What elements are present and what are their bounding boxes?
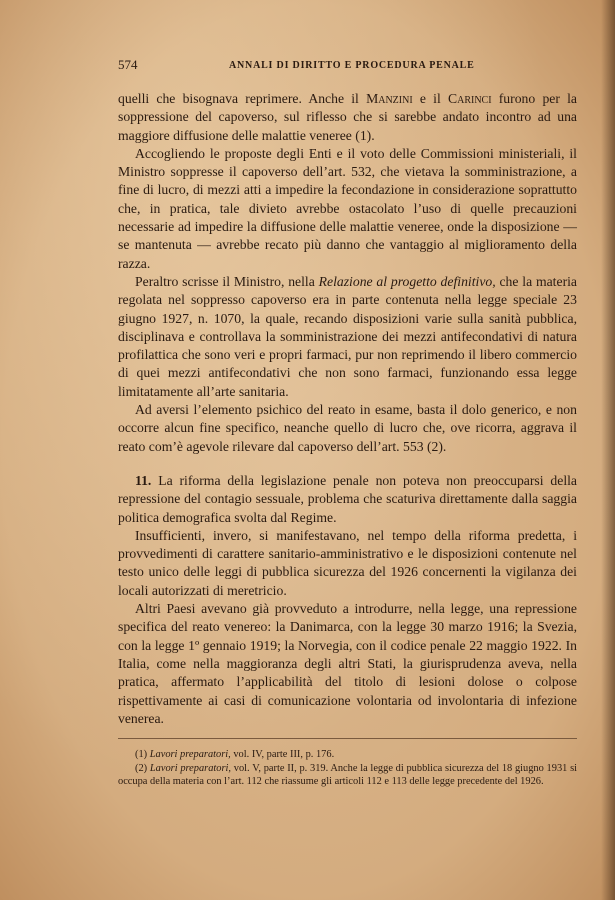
page-number: 574 bbox=[118, 57, 138, 72]
footnotes bbox=[118, 748, 577, 789]
running-header bbox=[118, 57, 600, 77]
paragraph-6: Insufficienti, invero, si manifestavano, nel tempo della riforma predetta, i provvedimenti di carattere sanitario-amministrativo e le disposizioni contenute nel testo unico delle leggi di pubblica sicurezza del 1926 concernenti la vigilanza dei locali autorizzati di meretricio. bbox=[118, 527, 577, 598]
page-edge-shadow bbox=[601, 0, 615, 900]
running-title: ANNALI DI DIRITTO E PROCEDURA PENALE bbox=[229, 60, 475, 71]
section-number: 11. bbox=[135, 472, 152, 488]
section-gap bbox=[118, 456, 577, 472]
paragraph-7: Altri Paesi avevano già provveduto a introdurre, nella legge, una repressione specifica del reato venereo: la Danimarca, con la legge 30 marzo 1916; la Svezia, con la legge 1º gennaio 1919; la Norvegia, con il codice penale 22 maggio 1922. In Italia, come nella maggioranza degli altri Stati, la giurisprudenza aveva, nella pratica, affermato l’applicabilità del titolo di lesioni dolose o colpose rispettivamente ai casi di comunicazione volontaria od involontaria di infezione venerea. bbox=[118, 601, 577, 726]
paragraph-4: Ad aversi l’elemento psichico del reato in esame, basta il dolo generico, e non occorre alcun fine specifico, neanche quello di lucro che, ove ricorra, aggrava il reato com’è agevole rilevare dal capoverso dell’art. 553 (2). bbox=[118, 402, 577, 454]
author-name-manzini: Manzini bbox=[366, 91, 413, 106]
footnote-1: (1) Lavori preparatori, vol. IV, parte III, p. 176. bbox=[135, 749, 335, 760]
paragraph-5: 11. La riforma della legislazione penale non poteva non preoccuparsi della repressione del contagio sessuale, problema che scaturiva direttamente dalla saggia politica demografica svolta dal Regime. bbox=[118, 472, 578, 525]
paragraph-3: Peraltro scrisse il Ministro, nella Relazione al progetto definitivo, che la materia regolata nel soppresso capoverso era in parte contenuta nella legge speciale 23 giugno 1927, n. 1070, la quale, recando disposizioni varie sulla sanità pubblica, disciplinava e controllava la somministrazione dei mezzi antifecondativi di natura profilattica che sono veri e propri farmaci, pur non reprimendo il libero commercio di quei mezzi antifecondativi che non sono farmaci, funzionando essa legge limitatamente all’arte sanitaria. bbox=[118, 273, 578, 399]
italic-title: Relazione al progetto definitivo, bbox=[318, 273, 496, 289]
footnote-divider bbox=[118, 738, 577, 739]
paragraph-1: quelli che bisognava reprimere. Anche il Manzini e il Carinci furono per la soppressione del capoverso, sul riflesso che si sarebbe andato incontro ad una maggiore diffusione delle malattie veneree (1). bbox=[118, 91, 577, 143]
footnote-2: (2) Lavori preparatori, vol. V, parte II, p. 319. Anche la legge di pubblica sicurezza del 18 giugno 1931 si occupa della materia con l’art. 112 che riassume gli articoli 112 e 113 delle legge precedente del 1926. bbox=[118, 762, 577, 787]
body-text bbox=[118, 90, 577, 728]
paragraph-2: Accogliendo le proposte degli Enti e il voto delle Commissioni ministeriali, il Ministro soppresse il capoverso dell’art. 532, che vietava la somministrazione, a fine di lucro, di mezzi atti a impedire la fecondazione in considerazione soprattutto che, in pratica, tale divieto avrebbe ostacolato l’uso di quelle precauzioni necessarie ad impedire la diffusione delle malattie veneree, onde la disposizione — se mantenuta — avrebbe recato più danno che vantaggio al miglioramento della razza. bbox=[118, 145, 577, 271]
author-name-carinci: Carinci bbox=[447, 91, 492, 106]
